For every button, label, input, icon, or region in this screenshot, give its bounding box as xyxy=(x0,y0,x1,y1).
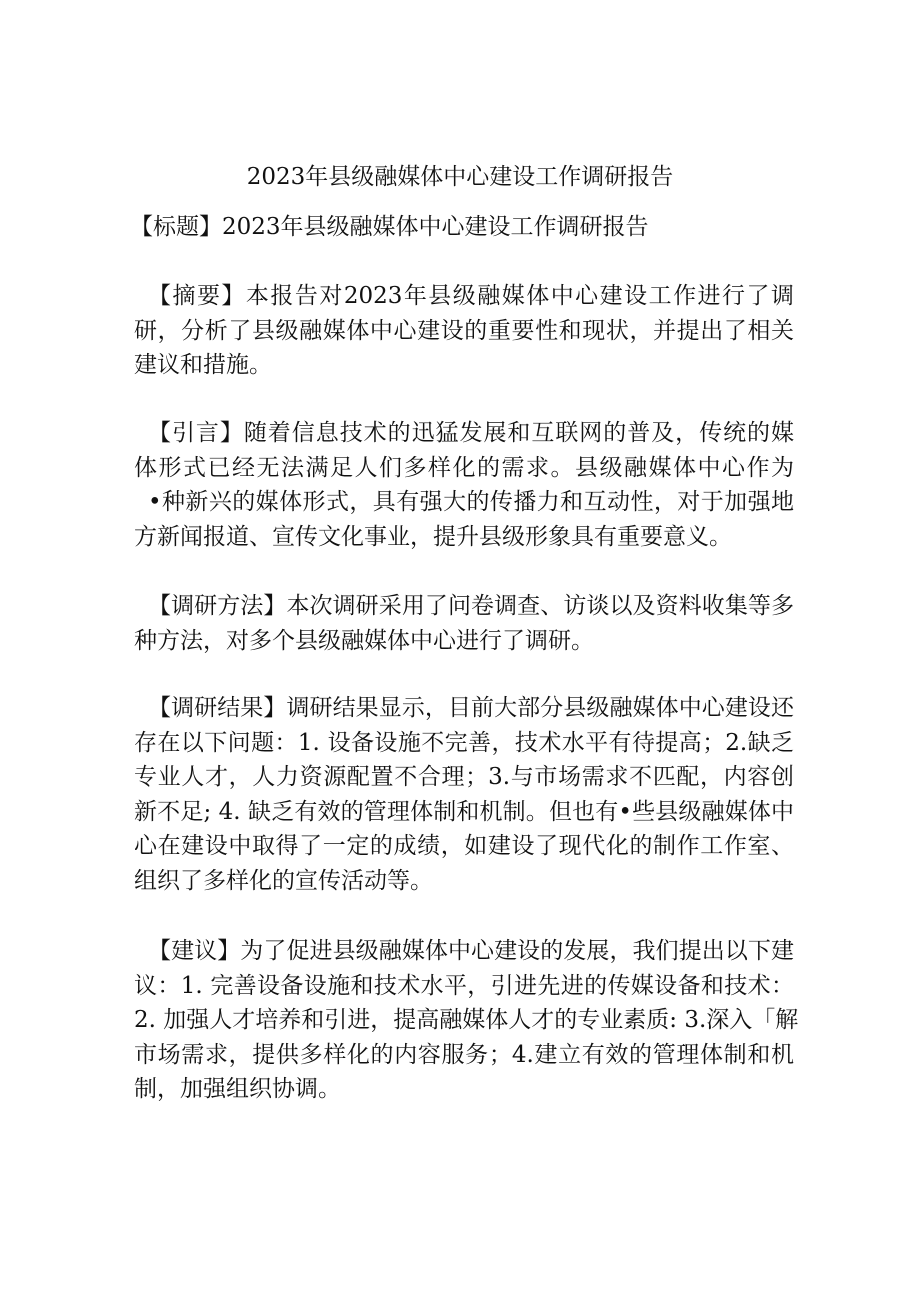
abstract-paragraph xyxy=(134,279,794,383)
results-line: 心在建设中取得了一定的成绩，如建设了现代化的制作工作室、 xyxy=(134,833,794,859)
advice-paragraph xyxy=(134,934,799,1107)
advice-line: 2. 加强人才培养和引进，提高融媒体人才的专业素质: 3.深入「解 xyxy=(134,1007,799,1033)
results-line: 【调研结果】调研结果显示，目前大部分县级融媒体中心建设还 xyxy=(148,695,794,721)
advice-line: 制，加强组织协调。 xyxy=(134,1076,341,1102)
results-line: 专业人才，人力资源配置不合理；3.与市场需求不匹配，内容创 xyxy=(134,764,794,790)
method-paragraph xyxy=(134,589,794,658)
method-line: 【调研方法】本次调研采用了问卷调查、访谈以及资料收集等多 xyxy=(148,593,794,619)
title-label-line: 【标题】2023年县级融媒体中心建设工作调研报告 xyxy=(130,214,649,240)
results-line: 组织了多样化的宣传活动等。 xyxy=(134,867,433,894)
advice-line: 【建议】为了促进县级融媒体中心建设的发展，我们提出以下建 xyxy=(148,938,794,964)
results-line: 存在以下问题：1. 设备设施不完善，技术水平有待提高；2.缺乏 xyxy=(134,729,794,756)
introduction-paragraph xyxy=(134,416,794,554)
results-paragraph xyxy=(134,691,794,898)
abstract-line: 建议和措施。 xyxy=(134,352,272,378)
introduction-line: 方新闻报道、宣传文化事业，提升县级形象具有重要意义。 xyxy=(134,523,732,550)
introduction-line: 体形式已经无法满足人们多样化的需求。县级融媒体中心作为 xyxy=(134,454,794,481)
results-line: 新不足; 4. 缺乏有效的管理体制和机制。但也有•些县级融媒体中 xyxy=(134,798,794,825)
introduction-line: 【引言】随着信息技术的迅猛发展和互联网的普及，传统的媒 xyxy=(148,420,794,446)
advice-line: 市场需求，提供多样化的内容服务；4.建立有效的管理体制和机 xyxy=(134,1041,794,1068)
introduction-line: •种新兴的媒体形式，具有强大的传播力和互动性，对于加强地 xyxy=(148,489,794,515)
abstract-line: 【摘要】本报告对2023年县级融媒体中心建设工作进行了调 xyxy=(148,283,794,309)
document-title: 2023年县级融媒体中心建设工作调研报告 xyxy=(246,164,674,190)
advice-line: 议：1. 完善设备设施和技术水平，引进先进的传媒设备和技术： xyxy=(134,972,794,999)
abstract-line: 研，分析了县级融媒体中心建设的重要性和现状，并提出了相关 xyxy=(134,317,794,344)
method-line: 种方法，对多个县级融媒体中心进行了调研。 xyxy=(134,627,594,654)
